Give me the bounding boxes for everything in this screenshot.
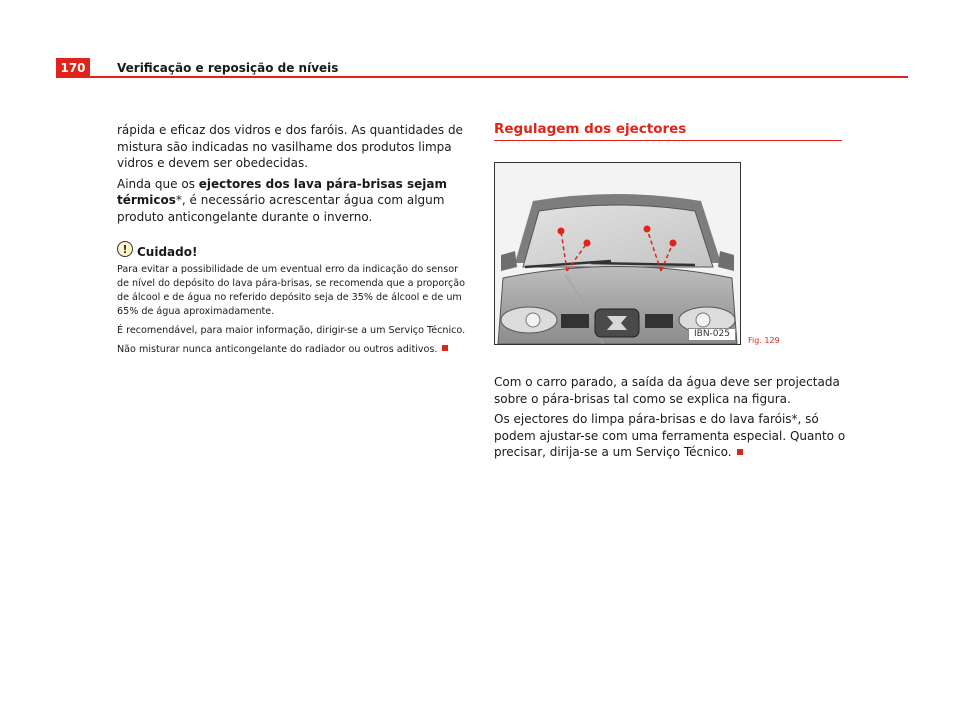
caution-paragraph-ratio: Para evitar a possibilidade de um eventual erro da indicação do sensor de nível do depósito do lava pára-brisas, se recomenda que a proporção de álcool e de água no referido depósito seja de 35% de álcool e de um 65% de água aproximadamente. (117, 264, 466, 317)
page-header-title: Verificação e reposição de níveis (117, 61, 339, 75)
left-grille (561, 314, 589, 328)
p2-pre: Ainda que os (117, 176, 199, 191)
figure-car-front (494, 162, 741, 345)
red-square-icon (737, 449, 743, 455)
p2-bold: ejectores dos lava pára-brisas sejam térmicos (117, 176, 447, 207)
caution-heading (117, 239, 469, 259)
caution-paragraph-service: É recomendável, para maior informação, dirigir-se a um Serviço Técnico. (117, 325, 466, 336)
right-headlight-lens (696, 313, 710, 327)
target-dot-3 (644, 226, 651, 233)
figure-code: IBN-025 (688, 328, 736, 341)
caution-paragraph-additives (117, 343, 469, 357)
paragraph-mixture: rápida e eficaz dos vidros e dos faróis. As quantidades de mistura são indicadas no vasilhame dos produtos limpa vidros e devem ser obedecidas. (117, 123, 463, 170)
header-rule (56, 76, 908, 78)
exclamation-circle-icon: ! (117, 241, 133, 257)
left-headlight-lens (526, 313, 540, 327)
paragraph-thermal-ejectors (117, 176, 469, 226)
caution-box (117, 239, 469, 357)
caution-title: Cuidado! (137, 245, 198, 259)
target-dot-2 (584, 240, 591, 247)
caution-p3-text: Não misturar nunca anticongelante do radiador ou outros aditivos. (117, 344, 438, 355)
p2-post: *, é necessário acrescentar água com algum produto anticongelante durante o inverno. (117, 193, 445, 224)
right-grille (645, 314, 673, 328)
right-column (494, 374, 846, 465)
paragraph-water-direction: Com o carro parado, a saída da água deve ser projectada sobre o pára-brisas tal como se explica na figura. (494, 375, 840, 406)
section-rule (494, 140, 842, 141)
windshield (523, 205, 713, 267)
car-illustration (495, 163, 740, 344)
p-special-tool-text: Os ejectores do limpa pára-brisas e do lava faróis*, só podem ajustar-se com uma ferramenta especial. Quanto o precisar, dirija-se a um Serviço Técnico. (494, 412, 846, 459)
figure-caption: Fig. 129 (748, 336, 780, 345)
page-number: 170 (56, 58, 90, 77)
target-dot-4 (670, 240, 677, 247)
paragraph-special-tool (494, 411, 846, 461)
target-dot-1 (558, 228, 565, 235)
red-square-icon (442, 345, 448, 351)
section-title: Regulagem dos ejectores (494, 121, 687, 137)
left-column (117, 122, 469, 362)
